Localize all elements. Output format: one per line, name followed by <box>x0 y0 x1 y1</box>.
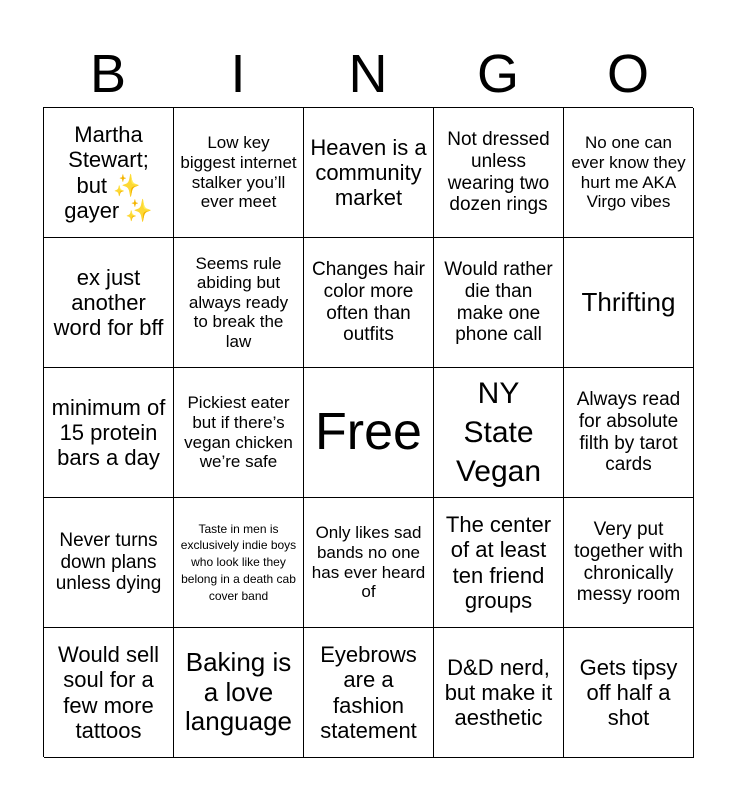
bingo-cell-g2[interactable]: Would rather die than make one phone call <box>434 238 564 368</box>
bingo-cell-g4[interactable]: The center of at least ten friend groups <box>434 498 564 628</box>
bingo-cell-n1[interactable]: Heaven is a community market <box>304 108 434 238</box>
bingo-cell-o5[interactable]: Gets tipsy off half a shot <box>564 628 694 758</box>
bingo-cell-i1[interactable]: Low key biggest internet stalker you’ll ever meet <box>174 108 304 238</box>
bingo-header <box>43 40 693 108</box>
bingo-cell-b1[interactable]: Martha Stewart; but ✨ gayer ✨ <box>44 108 174 238</box>
bingo-cell-g5[interactable]: D&D nerd, but make it aesthetic <box>434 628 564 758</box>
bingo-grid <box>43 107 693 757</box>
bingo-cell-i5[interactable]: Baking is a love language <box>174 628 304 758</box>
bingo-cell-g3[interactable]: NY State Vegan <box>434 368 564 498</box>
bingo-cell-b3[interactable]: minimum of 15 protein bars a day <box>44 368 174 498</box>
bingo-cell-o2[interactable]: Thrifting <box>564 238 694 368</box>
bingo-cell-n2[interactable]: Changes hair color more often than outfits <box>304 238 434 368</box>
bingo-cell-i4[interactable]: Taste in men is exclusively indie boys who look like they belong in a death cab cover band <box>174 498 304 628</box>
bingo-free-space[interactable]: Free <box>304 368 434 498</box>
header-letter-g: G <box>476 44 519 104</box>
bingo-cell-o1[interactable]: No one can ever know they hurt me AKA Virgo vibes <box>564 108 694 238</box>
bingo-cell-o4[interactable]: Very put together with chronically messy room <box>564 498 694 628</box>
header-letter-b: B <box>89 44 127 104</box>
bingo-cell-i2[interactable]: Seems rule abiding but always ready to break the law <box>174 238 304 368</box>
bingo-cell-i3[interactable]: Pickiest eater but if there’s vegan chicken we’re safe <box>174 368 304 498</box>
bingo-cell-n4[interactable]: Only likes sad bands no one has ever heard of <box>304 498 434 628</box>
bingo-cell-b2[interactable]: ex just another word for bff <box>44 238 174 368</box>
bingo-cell-b4[interactable]: Never turns down plans unless dying <box>44 498 174 628</box>
bingo-cell-n5[interactable]: Eyebrows are a fashion statement <box>304 628 434 758</box>
header-letter-o: O <box>606 44 649 104</box>
bingo-cell-b5[interactable]: Would sell soul for a few more tattoos <box>44 628 174 758</box>
bingo-cell-g1[interactable]: Not dressed unless wearing two dozen rings <box>434 108 564 238</box>
header-letter-n: N <box>348 44 388 104</box>
header-letter-i: I <box>230 44 246 104</box>
bingo-cell-o3[interactable]: Always read for absolute filth by tarot cards <box>564 368 694 498</box>
